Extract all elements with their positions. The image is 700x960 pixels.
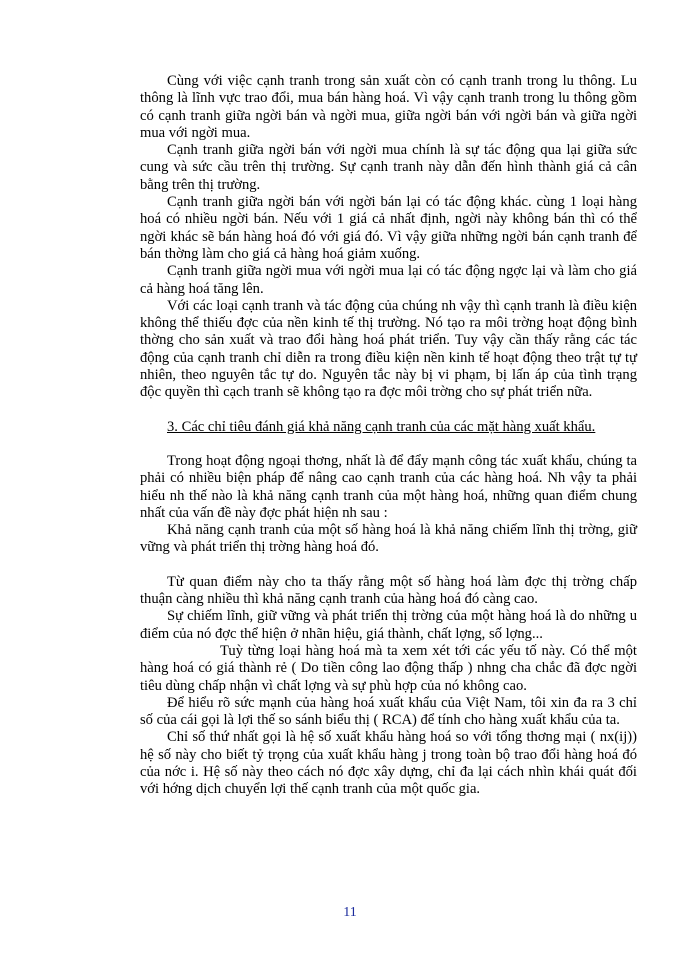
- paragraph-circulation-competition: Cùng với việc cạnh tranh trong sản xuất còn có cạnh tranh trong lu thông. Lu thông là lĩnh vực trao đổi, mua bán hàng hoá. Vì vậy cạnh tranh trong lu thông gồm có cạnh tranh giữa ngời bán và ngời mua, giữa ngời bán với ngời bán và giữa ngời mua với ngời mua.: [140, 73, 637, 141]
- paragraph-rca-intro: Để hiểu rõ sức mạnh của hàng hoá xuất khẩu của Việt Nam, tôi xin đa ra 3 chỉ số của cái gọi là lợi thế so sánh biểu thị ( RCA) để tính cho hàng xuất khẩu của ta.: [140, 694, 637, 729]
- paragraph-seller-buyer: Cạnh tranh giữa ngời bán với ngời mua chính là sự tác động qua lại giữa sức cung và sức cầu trên thị trường. Sự cạnh tranh này dẫn đến hình thành giá cả cân bằng trên thị trường.: [140, 142, 637, 193]
- paragraph-foreign-trade: Trong hoạt động ngoại thơng, nhất là để đẩy mạnh công tác xuất khẩu, chúng ta phải có nhiều biện pháp để nâng cao cạnh tranh của các hàng hoá. Nh vậy ta phải hiểu nh thế nào là khả năng cạnh tranh của một hàng hoá, những quan điểm chung nhất của vấn đề này đợc phát hiện nh sau :: [140, 452, 637, 521]
- paragraph-seller-seller: Cạnh tranh giữa ngời bán với ngời bán lại có tác động khác. cùng 1 loại hàng hoá có nhiều ngời bán. Nếu với 1 giá cả nhất định, ngời này không bán thì có thể ngời khác sẽ bán hàng hoá đó với giá đó. Vì vậy giữa những ngời bán cạnh tranh để bán thờng làm cho giá cả hàng hoá giảm xuống.: [140, 194, 637, 262]
- paragraph-advantages: Sự chiếm lĩnh, giữ vững và phát triển thị trờng của một hàng hoá là do những u điểm của nó đợc thể hiện ở nhãn hiệu, giá thành, chất lợng, số lợng...: [140, 608, 637, 642]
- page-number: 11: [343, 905, 357, 920]
- paragraph-factors: Tuỳ từng loại hàng hoá mà ta xem xét tới các yếu tố này. Có thể một hàng hoá có giá thành rẻ ( Do tiền công lao động thấp ) nhng cha chắc đã đợc ngời tiêu dùng chấp nhận vì chất lợng và sự phù hợp của nó không cao.: [140, 642, 637, 694]
- paragraph-market-condition: Với các loại cạnh tranh và tác động của chúng nh vậy thì cạnh tranh là điều kiện không thể thiếu đợc của nền kinh tế thị trường. Nó tạo ra môi trờng hoạt động bình thờng cho sản xuất và trao đổi hàng hoá phát triển. Tuy vậy cần thấy rằng các tác động của cạnh tranh chỉ diễn ra trong điều kiện nền kinh tế hoạt động theo trật tự tự nhiên, theo nguyên tắc tự do. Nguyên tắc này bị vi phạm, bị lấn áp của tình trạng độc quyền thì cạch tranh sẽ không tạo ra đợc môi trờng cho sự phát triển nữa.: [140, 297, 637, 401]
- paragraph-market-acceptance: Từ quan điểm này cho ta thấy rằng một số hàng hoá làm đợc thị trờng chấp thuận càng nhiều thì khả năng cạnh tranh của hàng hoá đó càng cao.: [140, 573, 637, 608]
- paragraph-buyer-buyer: Cạnh tranh giữa ngời mua với ngời mua lại có tác động ngợc lại và làm cho giá cả hàng hoá tăng lên.: [140, 263, 637, 297]
- paragraph-competitiveness-definition: Khả năng cạnh tranh của một số hàng hoá là khả năng chiếm lĩnh thị trờng, giữ vững và phát triển thị trờng hàng hoá đó.: [140, 522, 637, 556]
- body-text: [140, 73, 637, 799]
- paragraph-first-index: Chỉ số thứ nhất gọi là hệ số xuất khẩu hàng hoá so với tổng thơng mại ( nx(ij)) hệ số này cho biết tỷ trọng của xuất khẩu hàng j trong toàn bộ trao đổi hàng hoá đó của nớc i. Hệ số này theo cách nó đợc xây dựng, chỉ đa lại cách nhìn khái quát đối với hớng dịch chuyển lợi thế cạnh tranh của một quốc gia.: [140, 729, 637, 798]
- section-heading: 3. Các chỉ tiêu đánh giá khả năng cạnh tranh của các mặt hàng xuất khẩu.: [167, 418, 596, 435]
